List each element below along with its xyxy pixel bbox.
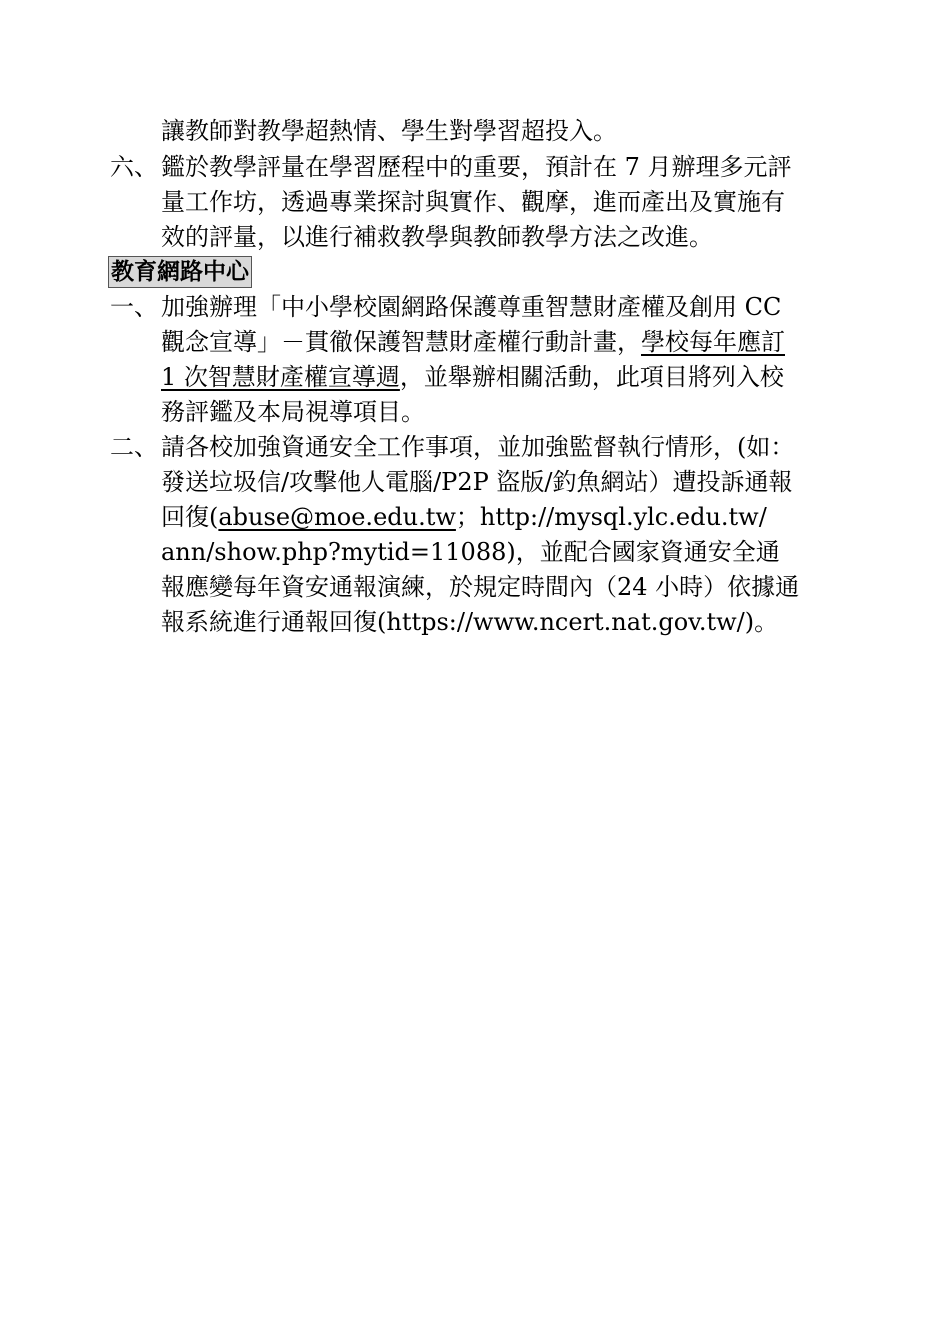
- list-item-line: [161, 360, 784, 394]
- text-segment: 回復(: [161, 503, 219, 531]
- underlined-text: 1 次智慧財產權宣導週: [161, 363, 400, 391]
- list-item-line: 加強辦理「中小學校園網路保護尊重智慧財產權及創用 CC: [161, 293, 782, 321]
- list-item-line: [161, 325, 785, 359]
- paragraph-line: 讓教師對教學超熱情、學生對學習超投入。: [161, 117, 617, 145]
- list-item-line: 發送垃圾信/攻擊他人電腦/P2P 盜版/釣魚網站）遭投訴通報: [161, 468, 793, 496]
- list-item-line: 量工作坊，透過專業探討與實作、觀摩，進而產出及實施有: [161, 188, 785, 216]
- list-item-line: ann/show.php?mytid=11088)，並配合國家資通安全通: [161, 538, 780, 566]
- underlined-text: 學校每年應訂: [641, 328, 785, 356]
- list-item-line: [161, 500, 767, 534]
- list-number: 一、: [110, 293, 158, 321]
- list-item-line: 請各校加強資通安全工作事項，並加強監督執行情形，(如：: [161, 433, 795, 461]
- list-number: 二、: [110, 433, 158, 461]
- list-item-line: 務評鑑及本局視導項目。: [161, 398, 425, 426]
- section-heading: 教育網路中心: [108, 256, 252, 288]
- email-link[interactable]: abuse@moe.edu.tw: [218, 503, 456, 531]
- list-number: 六、: [110, 153, 158, 181]
- list-item-line: 報系統進行通報回復(https://www.ncert.nat.gov.tw/)。: [161, 608, 779, 636]
- list-item-line: 效的評量，以進行補救教學與教師教學方法之改進。: [161, 223, 713, 251]
- list-item-line: 報應變每年資安通報演練，於規定時間內（24 小時）依據通: [161, 573, 800, 601]
- text-segment: 觀念宣導」－貫徹保護智慧財產權行動計畫，: [161, 328, 641, 356]
- text-segment: ，並舉辦相關活動，此項目將列入校: [399, 363, 784, 391]
- text-segment: ；http://mysql.ylc.edu.tw/: [455, 503, 767, 531]
- list-item-line: 鑑於教學評量在學習歷程中的重要，預計在 7 月辦理多元評: [161, 153, 792, 181]
